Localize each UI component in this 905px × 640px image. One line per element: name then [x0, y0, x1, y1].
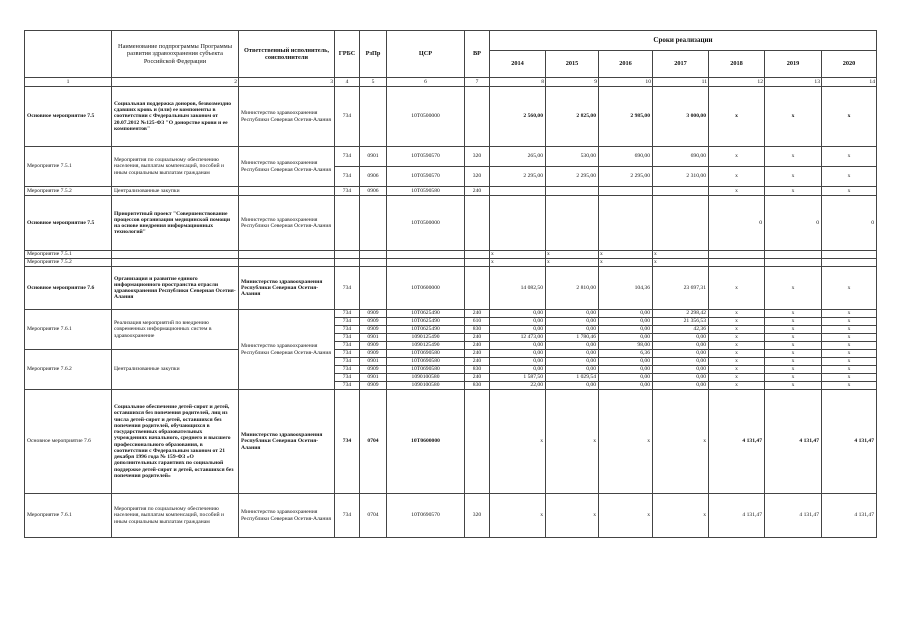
column-number: 11	[653, 78, 709, 87]
column-number: 2	[112, 78, 239, 87]
cell-value: x	[765, 267, 822, 310]
cell-rzpr: 0909	[360, 318, 387, 326]
cell-value: 4 131,47	[822, 390, 877, 494]
cell-vr: 240	[465, 310, 490, 318]
cell-vr: 320	[465, 147, 490, 167]
cell-value: x	[765, 382, 822, 390]
cell-rzpr: 0909	[360, 342, 387, 350]
cell-rzpr: 0909	[360, 350, 387, 358]
row-label: Мероприятие 7.5.1	[25, 251, 112, 259]
cell-value: 98,00	[599, 342, 653, 350]
table-row	[25, 187, 877, 196]
header-csr: ЦСР	[387, 31, 465, 78]
cell-rzpr: 0704	[360, 494, 387, 538]
row-description: Приоритетный проект "Совершенствование процессов организации медицинской помощи на основе внедрения информационных технологий"	[112, 196, 239, 251]
cell-value: x	[822, 187, 877, 196]
cell-value: 0,00	[490, 326, 546, 334]
cell-csr: 10Т0600000	[387, 390, 465, 494]
cell-grbs: 734	[335, 358, 360, 366]
cell-value: x	[709, 167, 765, 187]
cell-value: 0,00	[546, 366, 599, 374]
row-label: Мероприятие 7.6.1	[25, 494, 112, 538]
row-description: Социальное обеспечение детей-сирот и детей, оставшихся без попечения родителей, лиц из числа детей-сирот и детей, оставшихся без попечения родителей, обучающихся в государственных образовательных учреждениях начального, среднего и высшего профессионального образования, в соответствии с Федеральным законом от 21 декабря 1996 года № 159-ФЗ «О дополнительных гарантиях по социальной поддержке детей-сирот и детей, оставшихся без попечения родителей»	[112, 390, 239, 494]
cell-vr: 830	[465, 366, 490, 374]
cell-value: x	[765, 318, 822, 326]
cell-mark: x	[546, 251, 599, 259]
cell-mark: x	[653, 251, 709, 259]
cell-value: 1 780,46	[546, 334, 599, 342]
row-label: Мероприятие 7.6.2	[25, 350, 112, 390]
column-number: 14	[822, 78, 877, 87]
cell-grbs: 734	[335, 342, 360, 350]
cell-value: 0,00	[546, 350, 599, 358]
cell-value: x	[765, 326, 822, 334]
cell-value: x	[765, 350, 822, 358]
cell-value: x	[822, 342, 877, 350]
column-number: 10	[599, 78, 653, 87]
cell-value: x	[765, 187, 822, 196]
cell-value: x	[599, 390, 653, 494]
row-executor: Министерство здравоохранения Республики Северная Осетия-Алания	[239, 147, 335, 187]
cell-value: 2 310,00	[653, 167, 709, 187]
cell-value: x	[709, 326, 765, 334]
cell-value: x	[709, 350, 765, 358]
cell-value: x	[822, 358, 877, 366]
cell-csr: 10Т0500000	[387, 87, 465, 147]
row-label: Основное мероприятие 7.5	[25, 196, 112, 251]
cell-csr: 10Т0690580	[387, 350, 465, 358]
cell-value: 265,00	[490, 147, 546, 167]
cell-value: 4 131,47	[765, 494, 822, 538]
cell-value: 104,36	[599, 267, 653, 310]
cell-vr: 320	[465, 494, 490, 538]
row-executor: Министерство здравоохранения Республики Северная Осетия-Алания	[239, 390, 335, 494]
cell-value: x	[822, 374, 877, 382]
cell-rzpr: 0909	[360, 326, 387, 334]
header-year: 2018	[709, 51, 765, 78]
cell-value: 0,00	[653, 350, 709, 358]
cell-value: 2 985,00	[599, 87, 653, 147]
cell-value: 2 295,00	[490, 167, 546, 187]
column-number: 8	[490, 78, 546, 87]
cell-value: 4 131,47	[822, 494, 877, 538]
header-year: 2020	[822, 51, 877, 78]
table-row	[25, 147, 877, 167]
cell-value: 0,00	[653, 374, 709, 382]
cell-value: 0,00	[546, 310, 599, 318]
cell-value: 4 131,47	[709, 390, 765, 494]
cell-vr: 320	[465, 167, 490, 187]
cell-value: 0,00	[546, 318, 599, 326]
cell-value: 0,00	[546, 326, 599, 334]
cell-value: x	[765, 334, 822, 342]
cell-rzpr: 0901	[360, 358, 387, 366]
header-year: 2015	[546, 51, 599, 78]
cell-value: 0,00	[653, 342, 709, 350]
cell-csr: 1090100580	[387, 382, 465, 390]
cell-grbs: 734	[335, 87, 360, 147]
cell-grbs: 734	[335, 147, 360, 167]
column-number: 9	[546, 78, 599, 87]
cell-value: 0,00	[599, 318, 653, 326]
cell-value: 690,00	[599, 147, 653, 167]
cell-value: 6,36	[599, 350, 653, 358]
cell-value: x	[709, 87, 765, 147]
cell-value: x	[822, 167, 877, 187]
cell-value: 4 131,47	[765, 390, 822, 494]
cell-grbs: 734	[335, 310, 360, 318]
cell-value: x	[709, 382, 765, 390]
cell-value: 0,00	[599, 326, 653, 334]
row-label: Мероприятие 7.5.1	[25, 147, 112, 187]
cell-grbs: 734	[335, 374, 360, 382]
row-description: Социальная поддержка доноров, безвозмездно сдавших кровь и (или) ее компоненты в соответствии с Федеральным законом от 20.07.2012 №125-ФЗ "О донорстве крови и ее компонентов"	[112, 87, 239, 147]
cell-mark: x	[490, 251, 546, 259]
cell-mark: x	[599, 259, 653, 267]
cell-value: 3 000,00	[653, 87, 709, 147]
program-table	[24, 30, 877, 538]
cell-value: x	[765, 374, 822, 382]
cell-value: x	[822, 87, 877, 147]
header-year: 2014	[490, 51, 546, 78]
cell-value: x	[709, 310, 765, 318]
header-year: 2019	[765, 51, 822, 78]
table-row	[25, 267, 877, 310]
cell-value: 2 298,42	[653, 310, 709, 318]
cell-value: x	[599, 494, 653, 538]
cell-value: 0,00	[490, 318, 546, 326]
cell-value: 21 356,53	[653, 318, 709, 326]
cell-value: 0,00	[490, 358, 546, 366]
row-description: Мероприятия по социальному обеспечению населения, выплатам компенсаций, пособий и иным социальным выплатам гражданам	[112, 147, 239, 187]
header-year: 2016	[599, 51, 653, 78]
cell-csr: 10Т0690580	[387, 358, 465, 366]
row-description: Реализация мероприятий по внедрению современных информационных систем в здравоохранение	[112, 310, 239, 350]
cell-grbs: 734	[335, 366, 360, 374]
cell-value: 0,00	[490, 342, 546, 350]
cell-value: x	[653, 494, 709, 538]
cell-value: x	[822, 366, 877, 374]
cell-value: 0,00	[546, 342, 599, 350]
cell-vr: 240	[465, 374, 490, 382]
cell-value: x	[653, 390, 709, 494]
column-number: 1	[25, 78, 112, 87]
cell-csr: 10Т0625490	[387, 318, 465, 326]
cell-vr: 240	[465, 334, 490, 342]
cell-value: 0,00	[653, 382, 709, 390]
cell-value: x	[822, 147, 877, 167]
cell-value: x	[765, 147, 822, 167]
cell-vr: 240	[465, 342, 490, 350]
column-number: 13	[765, 78, 822, 87]
cell-vr: 830	[465, 326, 490, 334]
cell-value: x	[490, 390, 546, 494]
cell-value: 1 029,54	[546, 374, 599, 382]
cell-value: x	[822, 382, 877, 390]
header-terms: Сроки реализации	[490, 31, 877, 51]
cell-grbs: 734	[335, 187, 360, 196]
cell-rzpr: 0901	[360, 334, 387, 342]
cell-value: 530,00	[546, 147, 599, 167]
cell-csr: 10Т0625490	[387, 326, 465, 334]
cell-grbs: 734	[335, 382, 360, 390]
row-label: Мероприятие 7.5.2	[25, 259, 112, 267]
cell-grbs: 734	[335, 267, 360, 310]
cell-value: x	[490, 494, 546, 538]
header-year: 2017	[653, 51, 709, 78]
cell-value: 0,00	[546, 382, 599, 390]
row-executor: Министерство здравоохранения Республики Северная Осетия-Алания	[239, 267, 335, 310]
column-number: 6	[387, 78, 465, 87]
cell-value: x	[822, 334, 877, 342]
column-number: 3	[239, 78, 335, 87]
row-description: Мероприятия по социальному обеспечению населения, выплатам компенсаций, пособий и иным социальным выплатам гражданам	[112, 494, 239, 538]
cell-vr: 240	[465, 358, 490, 366]
header-rzpr: РзПр	[360, 31, 387, 78]
cell-value: x	[765, 366, 822, 374]
cell-value: 2 560,00	[490, 87, 546, 147]
cell-rzpr: 0901	[360, 147, 387, 167]
cell-grbs: 734	[335, 494, 360, 538]
cell-rzpr: 0909	[360, 382, 387, 390]
cell-csr: 1090125490	[387, 334, 465, 342]
cell-value: 2 295,00	[546, 167, 599, 187]
cell-value: 0,00	[490, 350, 546, 358]
cell-value: 2 825,00	[546, 87, 599, 147]
table-row	[25, 350, 877, 358]
table-row	[25, 259, 877, 267]
cell-grbs: 734	[335, 334, 360, 342]
cell-value: 0,00	[599, 382, 653, 390]
cell-value: x	[709, 342, 765, 350]
cell-csr: 1090125490	[387, 342, 465, 350]
cell-value: x	[709, 366, 765, 374]
cell-value: 0,00	[546, 358, 599, 366]
cell-rzpr: 0909	[360, 310, 387, 318]
cell-csr: 10Т0590580	[387, 187, 465, 196]
cell-value: x	[709, 187, 765, 196]
cell-mark: x	[490, 259, 546, 267]
column-number: 5	[360, 78, 387, 87]
row-description: Организация и развитие единого информационного пространства отрасли здравоохранения Республики Северная Осетия-Алания	[112, 267, 239, 310]
cell-value: x	[709, 147, 765, 167]
header-vr: ВР	[465, 31, 490, 78]
cell-value: x	[765, 167, 822, 187]
cell-value: 0,00	[653, 334, 709, 342]
cell-vr: 240	[465, 350, 490, 358]
cell-value: x	[822, 350, 877, 358]
cell-value: 2 810,00	[546, 267, 599, 310]
cell-value: 1 587,50	[490, 374, 546, 382]
cell-value: x	[546, 390, 599, 494]
row-executor: Министерство здравоохранения Республики Северная Осетия-Алания	[239, 310, 335, 390]
header-executor: Ответственный исполнитель, соисполнители	[239, 31, 335, 78]
cell-vr: 240	[465, 187, 490, 196]
cell-rzpr: 0906	[360, 167, 387, 187]
cell-csr: 10Т0590570	[387, 147, 465, 167]
row-description: Централизованные закупки	[112, 350, 239, 390]
row-label: Мероприятие 7.5.2	[25, 187, 112, 196]
cell-value: 0,00	[599, 334, 653, 342]
cell-value: 0	[765, 196, 822, 251]
cell-value: x	[709, 267, 765, 310]
cell-value: x	[546, 494, 599, 538]
cell-value: x	[709, 334, 765, 342]
table-row	[25, 390, 877, 494]
table-row	[25, 251, 877, 259]
cell-grbs: 734	[335, 390, 360, 494]
cell-value: 22,00	[490, 382, 546, 390]
cell-value: 14 082,50	[490, 267, 546, 310]
header-grbs: ГРБС	[335, 31, 360, 78]
cell-grbs: 734	[335, 326, 360, 334]
table-row	[25, 87, 877, 147]
cell-grbs: 734	[335, 318, 360, 326]
cell-csr: 10Т0690580	[387, 366, 465, 374]
cell-value: x	[709, 374, 765, 382]
row-description: Централизованные закупки	[112, 187, 239, 196]
row-executor: Министерство здравоохранения Республики Северная Осетия-Алания	[239, 196, 335, 251]
table-row	[25, 310, 877, 318]
cell-csr: 10Т0500000	[387, 196, 465, 251]
cell-mark: x	[653, 259, 709, 267]
cell-csr: 10Т0690570	[387, 494, 465, 538]
cell-value: x	[765, 87, 822, 147]
cell-value: 0	[709, 196, 765, 251]
cell-value: 690,00	[653, 147, 709, 167]
cell-value: x	[822, 326, 877, 334]
column-number: 12	[709, 78, 765, 87]
cell-value: 0,00	[653, 358, 709, 366]
row-label: Основное мероприятие 7.5	[25, 87, 112, 147]
cell-csr: 1090100580	[387, 374, 465, 382]
table-row	[25, 196, 877, 251]
cell-mark: x	[599, 251, 653, 259]
cell-grbs: 734	[335, 167, 360, 187]
cell-grbs: 734	[335, 350, 360, 358]
cell-value: 0,00	[599, 374, 653, 382]
cell-value: 4 131,47	[709, 494, 765, 538]
row-label: Мероприятие 7.6.1	[25, 310, 112, 350]
cell-mark: x	[546, 259, 599, 267]
cell-value: x	[765, 342, 822, 350]
row-label: Основное мероприятие 7.6	[25, 390, 112, 494]
cell-vr: 610	[465, 318, 490, 326]
cell-value: x	[765, 358, 822, 366]
cell-value: 0,00	[599, 310, 653, 318]
cell-value: 12 473,00	[490, 334, 546, 342]
column-number: 7	[465, 78, 490, 87]
cell-value: x	[765, 310, 822, 318]
cell-value: x	[822, 318, 877, 326]
cell-value: 0,00	[599, 366, 653, 374]
cell-value: 0,00	[490, 310, 546, 318]
cell-value: 0,00	[653, 366, 709, 374]
cell-csr: 10Т0600000	[387, 267, 465, 310]
cell-csr: 10Т0590570	[387, 167, 465, 187]
cell-rzpr: 0901	[360, 374, 387, 382]
cell-value: 0,00	[490, 366, 546, 374]
cell-value: 0,00	[599, 358, 653, 366]
cell-rzpr: 0906	[360, 187, 387, 196]
cell-value: x	[709, 318, 765, 326]
cell-value: x	[709, 358, 765, 366]
column-number: 4	[335, 78, 360, 87]
cell-csr: 10Т0625490	[387, 310, 465, 318]
cell-rzpr: 0704	[360, 390, 387, 494]
cell-value: 42,36	[653, 326, 709, 334]
header-name: Наименование подпрограммы Программы развития здравоохранения субъекта Российской Федерации	[112, 31, 239, 78]
cell-value: x	[822, 310, 877, 318]
cell-value: x	[822, 267, 877, 310]
row-label: Основное мероприятие 7.6	[25, 267, 112, 310]
cell-value: 0	[822, 196, 877, 251]
row-executor: Министерство здравоохранения Республики Северная Осетия-Алания	[239, 87, 335, 147]
table-row	[25, 494, 877, 538]
cell-rzpr: 0909	[360, 366, 387, 374]
cell-vr: 830	[465, 382, 490, 390]
row-executor: Министерство здравоохранения Республики Северная Осетия-Алания	[239, 494, 335, 538]
cell-value: 23 697,31	[653, 267, 709, 310]
cell-value: 2 295,00	[599, 167, 653, 187]
